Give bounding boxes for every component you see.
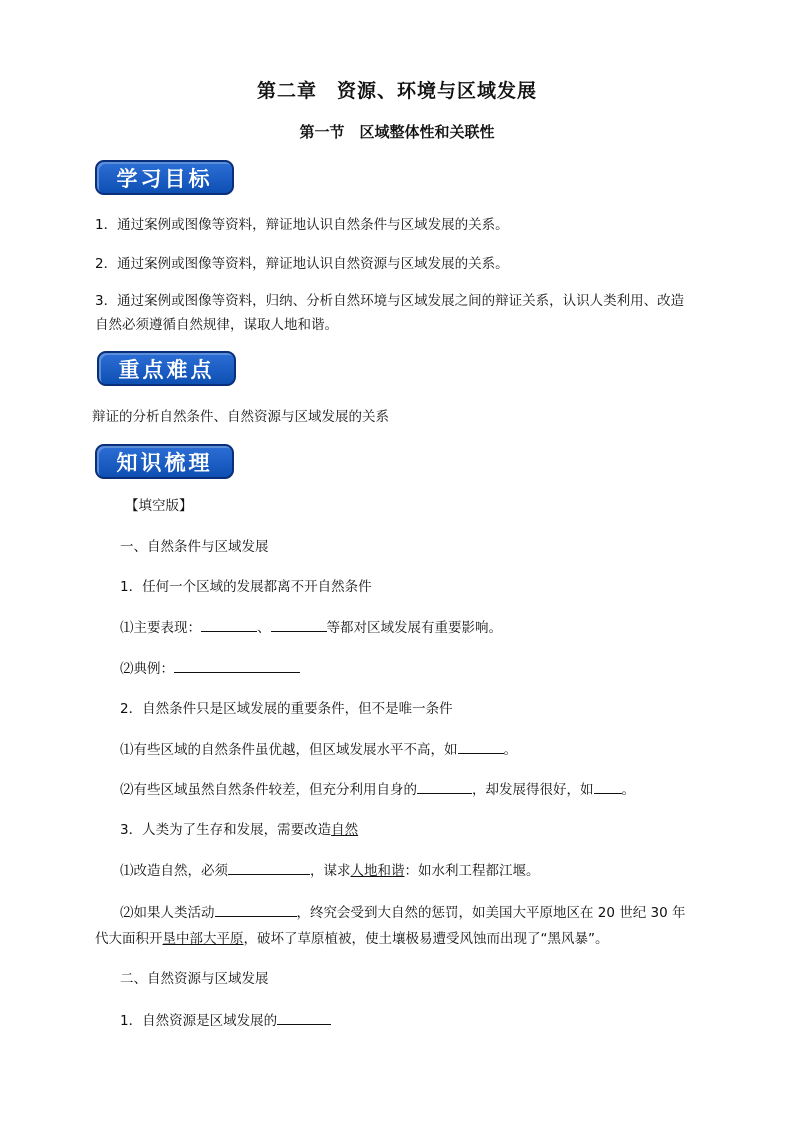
item-text: ：如水利工程都江堰。 [404, 863, 540, 879]
item-1-3-b-line-1 [120, 902, 686, 924]
item-text: ，终究会受到大自然的惩罚，如美国大平原地区在 20 世纪 30 年 [296, 905, 686, 921]
item-text: 3．人类为了生存和发展，需要改造 [120, 822, 332, 838]
version-label: 【填空版】 [125, 498, 193, 514]
item-text: ，却发展得很好，如 [472, 782, 594, 798]
underlined-term: 自然 [331, 822, 359, 838]
item-text: ，破坏了草原植被，使土壤极易遭受风蚀而出现了“黑风暴”。 [243, 931, 609, 947]
learning-goals-label: 学习目标 [116, 166, 213, 191]
item-1-1: 1．任何一个区域的发展都离不开自然条件 [120, 579, 372, 595]
item-text: ⑴主要表现： [120, 620, 201, 636]
section-heading-1: 一、自然条件与区域发展 [120, 539, 269, 555]
key-points-label: 重点难点 [118, 357, 215, 382]
key-points-text: 辩证的分析自然条件、自然资源与区域发展的关系 [92, 409, 389, 425]
section-heading-2: 二、自然资源与区域发展 [120, 971, 269, 987]
fill-blank[interactable] [458, 739, 504, 754]
knowledge-badge [95, 444, 234, 479]
goal-item-1: 1．通过案例或图像等资料，辩证地认识自然条件与区域发展的关系。 [95, 217, 509, 233]
item-text: ⑴有些区域的自然条件虽优越，但区域发展水平不高，如 [120, 742, 458, 758]
fill-blank[interactable] [201, 617, 257, 632]
item-text: ⑵典例： [120, 661, 174, 677]
item-1-3-b-line-2 [95, 928, 609, 950]
item-text: ⑵如果人类活动 [120, 905, 215, 921]
item-text: ⑴改造自然，必须 [120, 863, 228, 879]
fill-blank[interactable] [277, 1010, 331, 1025]
item-text: 、 [257, 620, 271, 636]
fill-blank[interactable] [417, 779, 472, 794]
item-text: 代大面积开 [95, 931, 163, 947]
chapter-title: 第二章 资源、环境与区域发展 [256, 80, 537, 102]
item-text: ⑵有些区域虽然自然条件较差，但充分利用自身的 [120, 782, 417, 798]
goal-item-3-line-1: 3．通过案例或图像等资料，归纳、分析自然环境与区域发展之间的辩证关系，认识人类利用、改造 [95, 293, 685, 309]
item-1-1-a [120, 617, 502, 639]
item-text: 等都对区域发展有重要影响。 [326, 620, 502, 636]
fill-blank[interactable] [215, 902, 297, 917]
key-points-badge [97, 351, 236, 386]
goal-item-2: 2．通过案例或图像等资料，辩证地认识自然资源与区域发展的关系。 [95, 256, 509, 272]
item-text: 1．自然资源是区域发展的 [120, 1013, 278, 1029]
goal-item-3-line-2: 自然必须遵循自然规律，谋取人地和谐。 [95, 317, 338, 333]
fill-blank[interactable] [594, 779, 622, 794]
item-1-2-a [120, 739, 517, 761]
fill-blank[interactable] [271, 617, 327, 632]
knowledge-label: 知识梳理 [116, 450, 213, 475]
section-title: 第一节 区域整体性和关联性 [299, 123, 495, 141]
fill-blank[interactable] [228, 860, 310, 875]
underlined-term: 垦中部大平原 [162, 931, 244, 947]
item-text: ，谋求 [310, 863, 351, 879]
underlined-term: 人地和谐 [350, 863, 405, 879]
learning-goals-badge [95, 160, 234, 195]
item-1-3 [120, 819, 358, 841]
item-text: 。 [621, 782, 635, 798]
fill-blank[interactable] [174, 658, 300, 673]
item-1-3-a [120, 860, 540, 882]
item-2-1 [120, 1010, 331, 1032]
item-1-2-b [120, 779, 635, 801]
item-text: 。 [503, 742, 517, 758]
item-1-2: 2．自然条件只是区域发展的重要条件，但不是唯一条件 [120, 701, 453, 717]
item-1-1-b [120, 658, 300, 680]
